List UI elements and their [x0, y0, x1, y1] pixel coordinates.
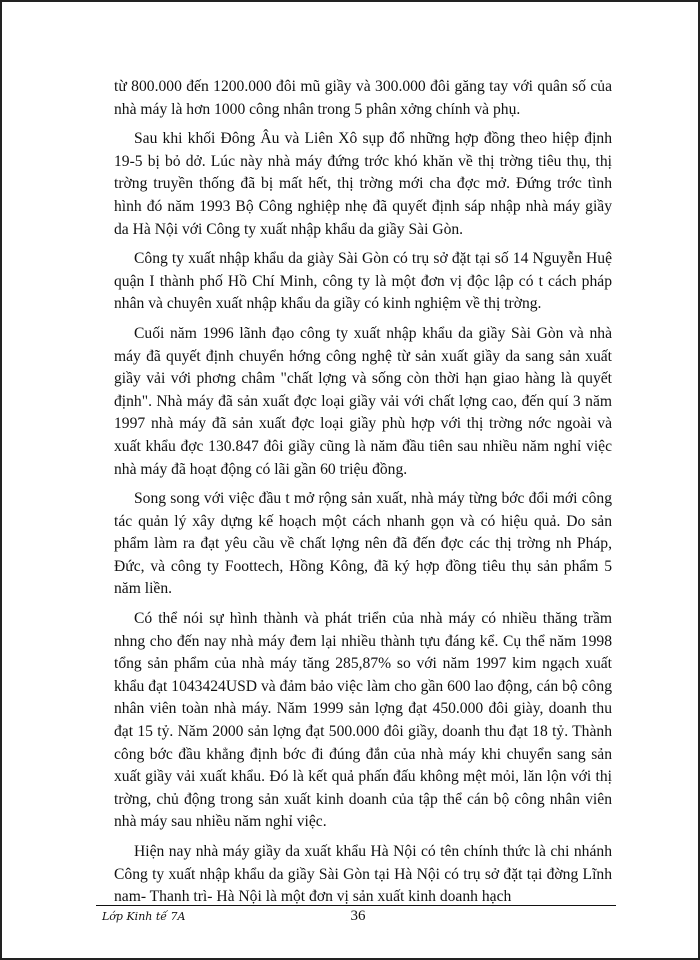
paragraph-3: Công ty xuất nhập khẩu da giày Sài Gòn có trụ sở đặt tại số 14 Nguyễn Huệ quận I thành phố Hồ Chí Minh, công ty là một đơn vị độc lập có t cách pháp nhân và chuyên xuất nhập khẩu da giầy có kinh nghiệm về thị trờng. [114, 250, 612, 313]
footer-class-label: Lớp Kinh tế 7A [102, 910, 186, 923]
footer-divider [96, 905, 616, 906]
body-text [114, 76, 612, 916]
paragraph-1: từ 800.000 đến 1200.000 đôi mũ giầy và 300.000 đôi găng tay với quân số của nhà máy là hơn 1000 công nhân trong 5 phân xởng chính và phụ. [114, 78, 612, 118]
paragraph-7: Hiện nay nhà máy giầy da xuất khẩu Hà Nội có tên chính thức là chi nhánh Công ty xuất nhập khẩu da giầy Sài Gòn tại Hà Nội có trụ sở đặt tại đờng Lĩnh nam- Thanh trì- Hà Nội là một đơn vị sản xuất kinh doanh hạch [114, 843, 612, 906]
paragraph-2: Sau khi khối Đông Âu và Liên Xô sụp đổ những hợp đồng theo hiệp định 19-5 bị bỏ dở. Lúc này nhà máy đứng trớc khó khăn về thị trờng tiêu thụ, thị trờng truyền thống đã bị mất hết, thị trờng mới cha đợc mở. Đứng trớc tình hình đó năm 1993 Bộ Công nghiệp nhẹ đã quyết định sáp nhập nhà máy giầy da Hà Nội với Công ty xuất nhập khẩu da giầy Sài Gòn. [114, 130, 612, 238]
page-number: 36 [350, 908, 366, 924]
paragraph-4: Cuối năm 1996 lãnh đạo công ty xuất nhập khẩu da giầy Sài Gòn và nhà máy đã quyết định chuyển hớng công nghệ từ sản xuất giầy da sang sản xuất giầy vải với phơng châm "chất lợng và sống còn thời hạn giao hàng là quyết định". Nhà máy đã sản xuất đợc loại giầy vải với chất lợng cao, đến quí 3 năm 1997 nhà máy đã sản xuất đợc loại giầy phù hợp với thị trờng nớc ngoài và xuất khẩu đợc 130.847 đôi giầy cũng là năm đầu tiên sau nhiều năm nghỉ việc nhà máy đã hoạt động có lãi gần 60 triệu đồng. [114, 324, 612, 478]
paragraph-6: Có thể nói sự hình thành và phát triển của nhà máy có nhiều thăng trầm nhng cho đến nay nhà máy đem lại nhiều thành tựu đáng kể. Cụ thể năm 1998 tổng sản phẩm của nhà máy tăng 285,87% so với năm 1997 kim ngạch xuất khẩu đạt 1043424USD và đảm bảo việc làm cho gần 600 lao động, cán bộ công nhân viên toàn nhà máy. Năm 1999 sản lợng đạt 450.000 đôi giày, doanh thu đạt 15 tỷ. Năm 2000 sản lợng đạt 500.000 đôi giầy, doanh thu đạt 18 tỷ. Thành công bớc đầu khẳng định bớc đi đúng đắn của nhà máy khi chuyển sang sản xuất giầy vải xuất khẩu. Đó là kết quả phấn đấu không mệt mỏi, lăn lộn với thị trờng, chủ động trong sản xuất kinh doanh của tập thể cán bộ công nhân viên nhà máy sau nhiều năm nghỉ việc. [114, 610, 612, 831]
paragraph-5: Song song với việc đầu t mở rộng sản xuất, nhà máy từng bớc đổi mới công tác quản lý xây dựng kế hoạch một cách nhanh gọn và có hiệu quả. Do sản phẩm làm ra đạt yêu cầu về chất lợng nên đã đến đợc các thị trờng nh Pháp, Đức, và công ty Foottech, Hồng Kông, đã ký hợp đồng tiêu thụ sản phẩm 5 năm liền. [114, 490, 612, 598]
